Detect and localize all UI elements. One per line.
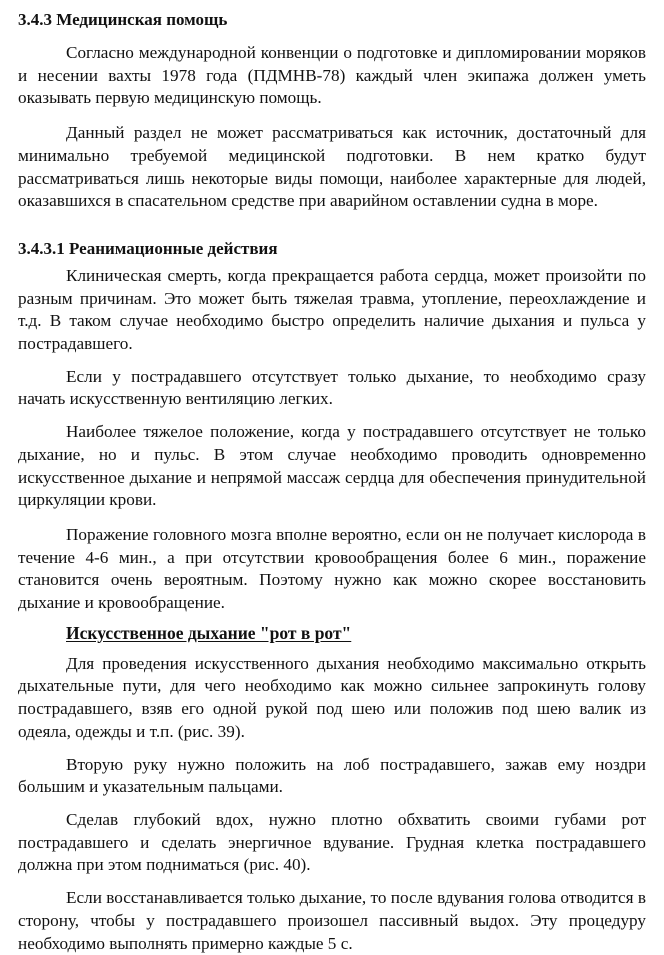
paragraph-pinch-nostrils: Вторую руку нужно положить на лоб пострадавшего, зажав ему ноздри большим и указательным пальцами. [18, 754, 646, 797]
paragraph-breath-blow: Сделав глубокий вдох, нужно плотно обхватить своими губами рот пострадавшего и сделать энергичное вдувание. Грудная клетка пострадавшего должна при этом подниматься (рис. 40). [18, 809, 646, 875]
paragraph-stcw-convention: Согласно международной конвенции о подготовке и дипломировании моряков и несении вахты 1978 года (ПДМНВ-78) каждый член экипажа должен уметь оказывать первую медицинскую помощь. [18, 43, 646, 108]
paragraph-no-breathing: Если у пострадавшего отсутствует только дыхание, то необходимо сразу начать искусственную вентиляцию легких. [18, 366, 646, 409]
paragraph-passive-exhale: Если восстанавливается только дыхание, то после вдувания голова отводится в сторону, чтобы у пострадавшего произошел пассивный выдох. Эту процедуру необходимо выполнять примерно каждые 5 с. [18, 888, 646, 953]
paragraph-clinical-death: Клиническая смерть, когда прекращается работа сердца, может произойти по разным причинам. Это может быть тяжелая травма, утопление, переохлаждение и т.д. В таком случае необходимо быстро определить наличие дыхания и пульса у пострадавшего. [18, 265, 646, 354]
document-page [18, 8, 646, 955]
paragraph-no-pulse: Наиболее тяжелое положение, когда у пострадавшего отсутствует не только дыхание, но и пульс. В этом случае необходимо проводить одновременно искусственное дыхание и непрямой массаж сердца для обеспечения принудительной циркуляции крови. [18, 422, 646, 510]
topic-title: Искусственное дыхание "рот в рот" [66, 622, 352, 643]
paragraph-section-scope: Данный раздел не может рассматриваться как источник, достаточный для минимально требуемой медицинской подготовки. В нем кратко будут рассматриваться лишь некоторые виды помощи, наиболее характерные для людей, оказавшихся в спасательном средстве при аварийном оставлении судна в море. [18, 123, 646, 211]
paragraph-open-airways: Для проведения искусственного дыхания необходимо максимально открыть дыхательные пути, для чего необходимо как можно сильнее запрокинуть голову пострадавшего, взяв его одной рукой под шею или положив под шею валик из одеяла, одежды и т.п. (рис. 39). [18, 653, 646, 741]
section-title: 3.4.3 Медицинская помощь [18, 10, 228, 29]
subsection-title: 3.4.3.1 Реанимационные действия [18, 238, 278, 258]
paragraph-brain-damage: Поражение головного мозга вполне вероятно, если он не получает кислорода в течение 4-6 мин., а при отсутствии кровообращения более 6 мин., поражение становится очень вероятным. Поэтому нужно как можно скорее восстановить дыхание и кровообращение. [18, 524, 646, 613]
